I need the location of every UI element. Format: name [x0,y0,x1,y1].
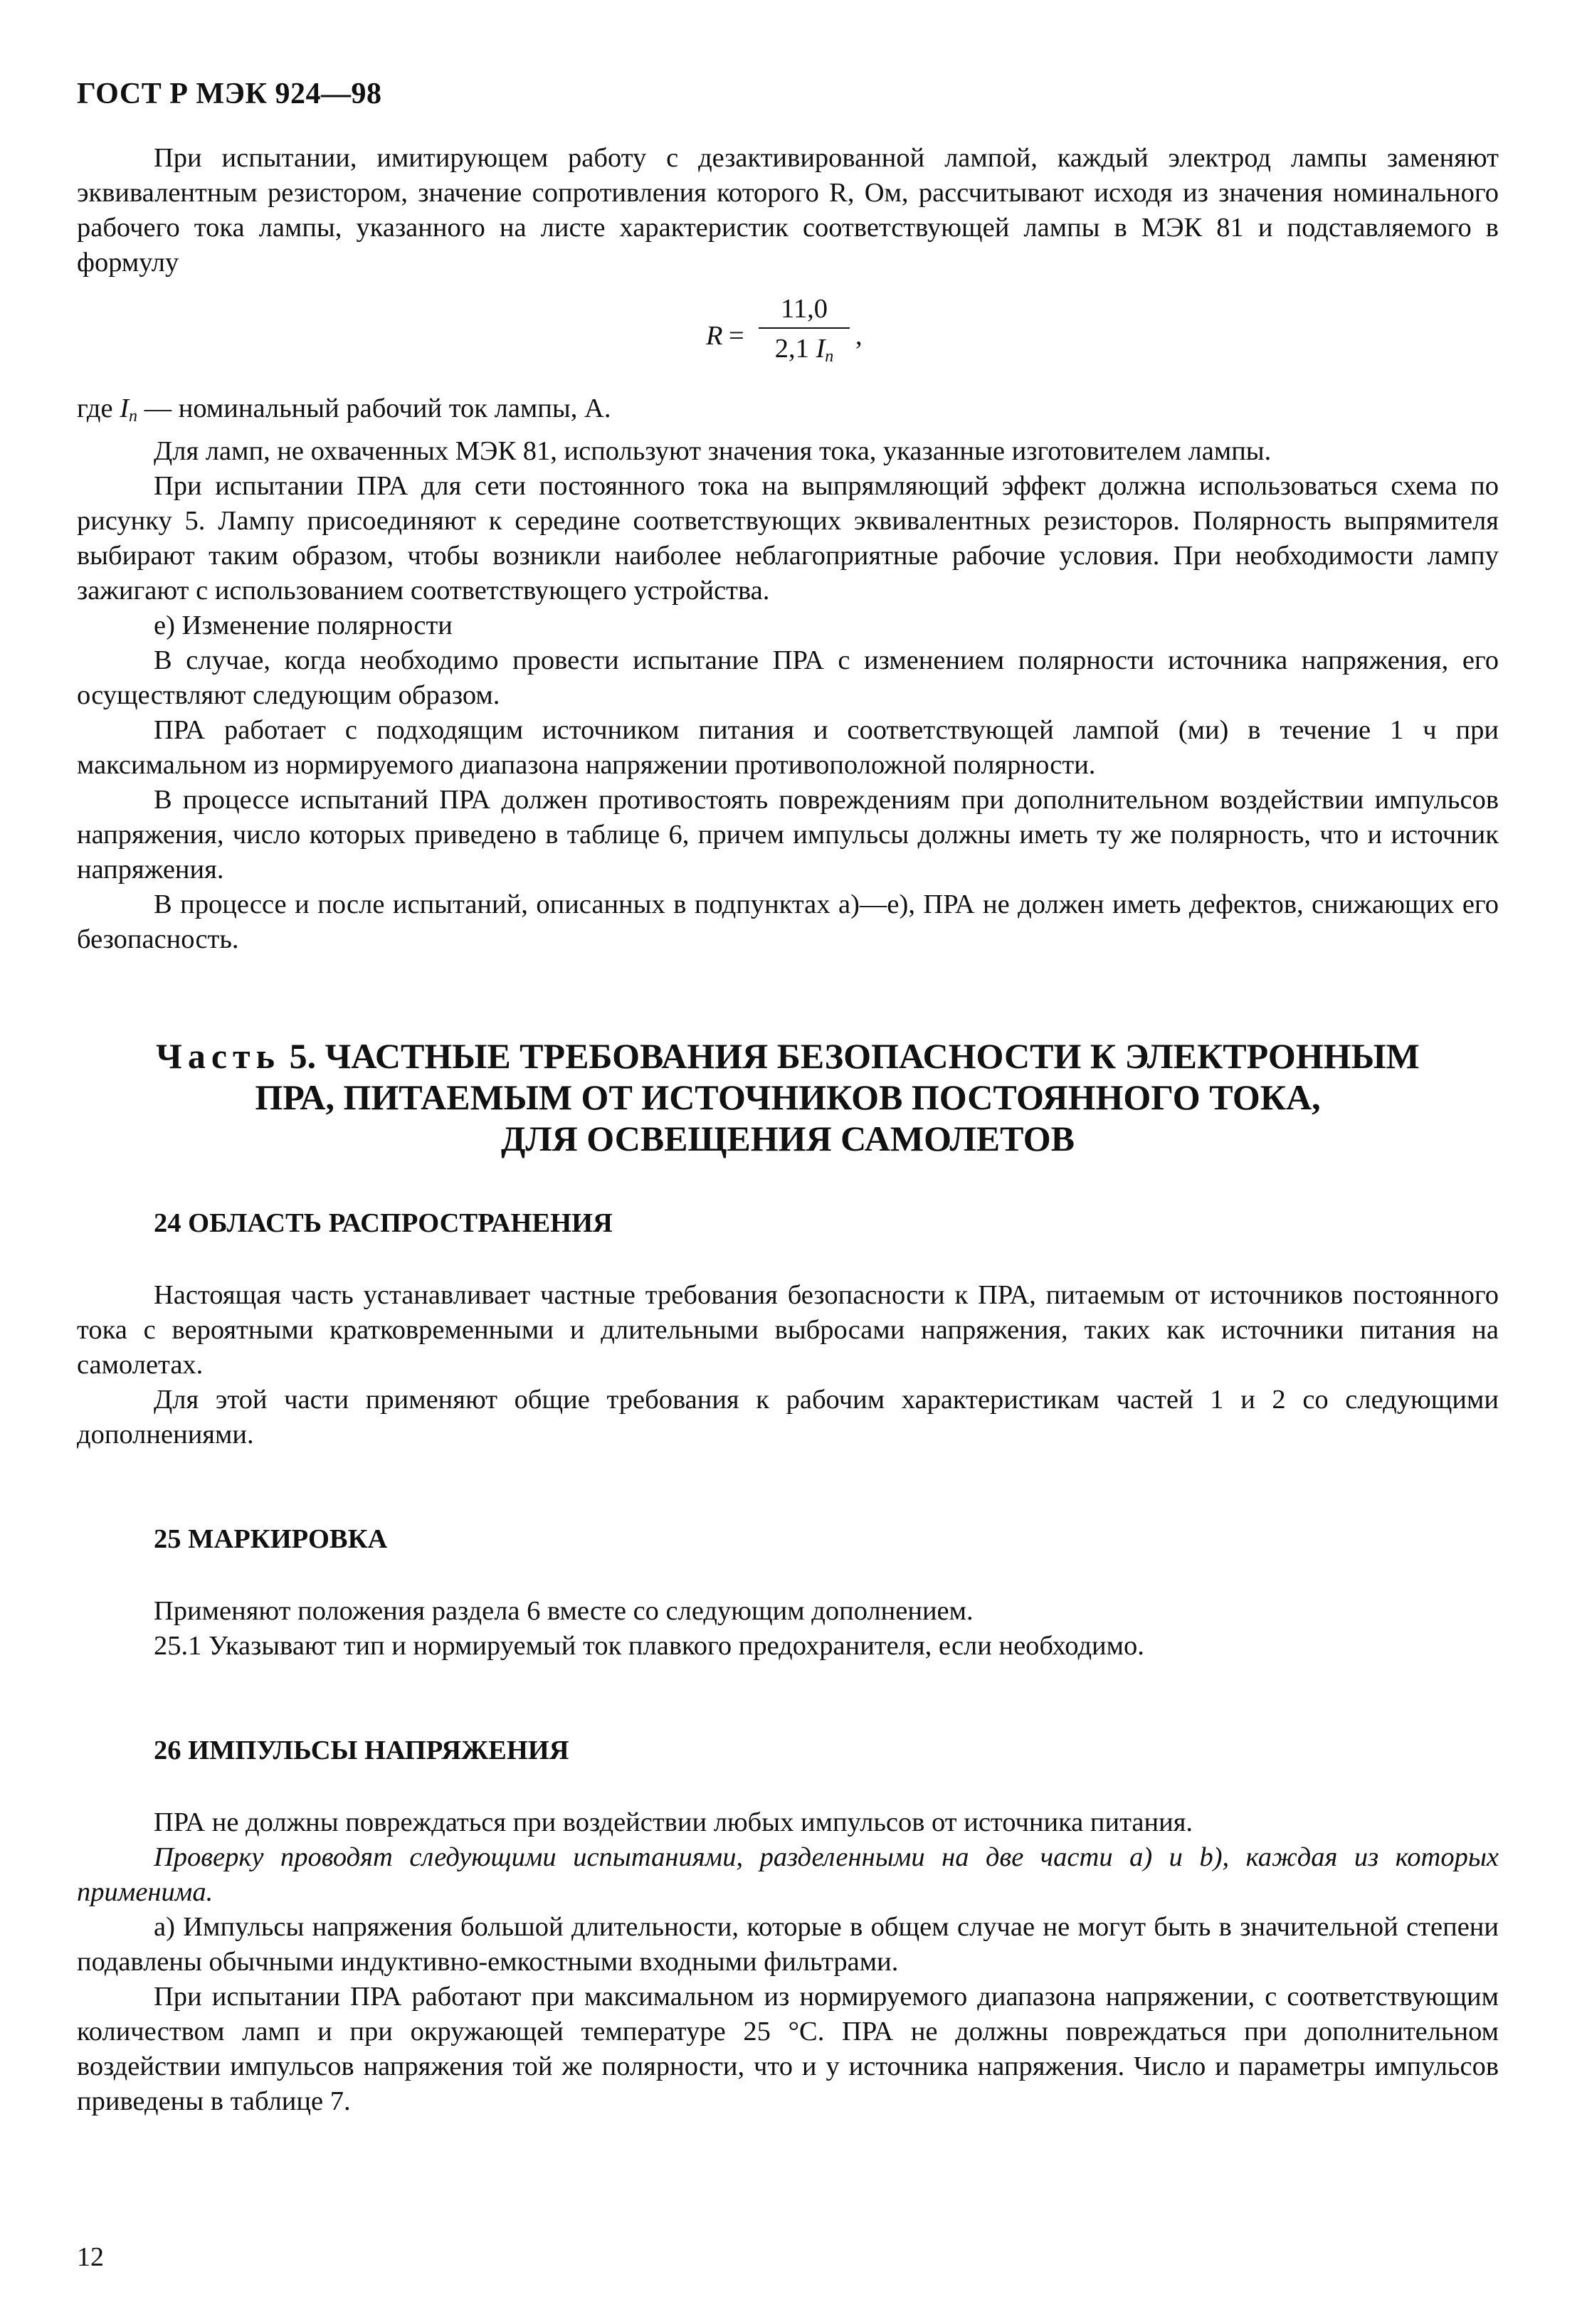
section-25-body [77,1594,1499,1664]
paragraph-voltage-pulses: В процессе испытаний ПРА должен противостоять повреждениям при дополнительном воздействии импульсов напряжения, число которых приведено в таблице 6, причем импульсы должны иметь ту же полярность, что и источник напряжения. [77,785,1499,884]
denominator-variable: I [816,334,826,364]
section-25-paragraph-1: Применяют положения раздела 6 вместе со следующим дополнением. [154,1596,974,1626]
formula-equals: = [729,321,744,351]
formula-lhs: R [706,321,723,351]
part-title-line-3: ДЛЯ ОСВЕЩЕНИЯ САМОЛЕТОВ [500,1119,1075,1158]
part-title-line-1-text: 5. ЧАСТНЫЕ ТРЕБОВАНИЯ БЕЗОПАСНОСТИ К ЭЛЕКТРОННЫМ [280,1036,1420,1076]
where-subscript: n [129,407,138,426]
denominator-coefficient: 2,1 [774,334,809,364]
paragraph-ballast-operation: ПРА работает с подходящим источником питания и соответствующей лампой (ми) в течение 1 ч при максимальном из нормируемого диапазона напряжении противоположной полярности. [77,715,1499,780]
part-title-line-1 [77,1035,1499,1077]
part-title-lead: Часть [156,1036,281,1076]
where-definition [77,391,1499,434]
section-25-heading: 25 МАРКИРОВКА [154,1524,388,1554]
section-26-heading: 26 ИМПУЛЬСЫ НАПРЯЖЕНИЯ [154,1736,569,1765]
section-26-paragraph-3: а) Импульсы напряжения большой длительности, которые в общем случае не могут быть в значительной степени подавлены обычными индуктивно-емкостными входными фильтрами. [77,1912,1499,1977]
where-text: — номинальный рабочий ток лампы, А. [137,394,611,423]
part-5-title [77,1035,1499,1159]
paragraph-dc-rectifying-test: При испытании ПРА для сети постоянного тока на выпрямляющий эффект должна использоваться схема по рисунку 5. Лампу присоединяют к середине соответствующих эквивалентных резисторов. Полярность выпрямителя выбирают таким образом, чтобы возникли наиболее неблагоприятные рабочие условия. При необходимости лампу зажигают с использованием соответствующего устройства. [77,471,1499,606]
item-polarity-change: е) Изменение полярности [154,611,453,640]
document-header: ГОСТ Р МЭК 924—98 [77,78,382,110]
section-26-body [77,1805,1499,2119]
formula-trailing-comma: , [855,321,863,351]
formula-fraction [759,293,850,372]
section-26-paragraph-1: ПРА не должны повреждаться при воздействии любых импульсов от источника питания. [154,1807,1193,1837]
fraction-bar [759,327,850,329]
document-body [77,141,1499,2119]
section-24-body [77,1278,1499,1452]
section-24-paragraph-1: Настоящая часть устанавливает частные требования безопасности к ПРА, питаемым от источников постоянного тока с вероятными кратковременными и длительными выбросами напряжения, таких как источники питания на самолетах. [77,1280,1499,1380]
section-25-paragraph-2: 25.1 Указывают тип и нормируемый ток плавкого предохранителя, если необходимо. [154,1631,1144,1661]
page-number: 12 [77,2242,104,2272]
where-prefix: где [77,394,120,423]
paragraph-equivalent-resistor: При испытании, имитирующем работу с дезактивированной лампой, каждый электрод лампы заменяют эквивалентным резистором, значение сопротивления которого R, Ом, рассчитывают исходя из значения номинального рабочего тока лампы, указанного на листе характеристик соответствующей лампы в МЭК 81 и подставляемого в формулу [77,143,1499,278]
section-24-paragraph-2: Для этой части применяют общие требования к рабочим характеристикам частей 1 и 2 со следующими дополнениями. [77,1385,1499,1449]
section-24-heading: 24 ОБЛАСТЬ РАСПРОСТРАНЕНИЯ [154,1208,613,1238]
paragraph-lamps-not-covered: Для ламп, не охваченных МЭК 81, используют значения тока, указанные изготовителем лампы. [154,436,1272,466]
part-title-line-2: ПРА, ПИТАЕМЫМ ОТ ИСТОЧНИКОВ ПОСТОЯННОГО ТОКА, [255,1077,1321,1117]
section-26-paragraph-4: При испытании ПРА работают при максимальном из нормируемого диапазона напряжении, с соответствующим количеством ламп и при окружающей температуре 25 °С. ПРА не должны повреждаться при дополнительном воздействии импульсов напряжения той же полярности, что и у источника напряжения. Число и параметры импульсов приведены в таблице 7. [77,1982,1499,2116]
where-variable: I [120,394,130,423]
denominator-subscript: n [825,347,834,366]
formula-numerator: 11,0 [781,294,828,324]
formula-denominator [759,333,850,372]
section-26-paragraph-2: Проверку проводят следующими испытаниями, разделенными на две части а) и b), каждая из которых применима. [77,1842,1499,1907]
paragraph-no-defects: В процессе и после испытаний, описанных в подпунктах а)—е), ПРА не должен иметь дефектов, снижающих его безопасность. [77,889,1499,954]
resistance-formula [77,285,1499,391]
paragraph-polarity-procedure: В случае, когда необходимо провести испытание ПРА с изменением полярности источника напряжения, его осуществляют следующим образом. [77,645,1499,710]
